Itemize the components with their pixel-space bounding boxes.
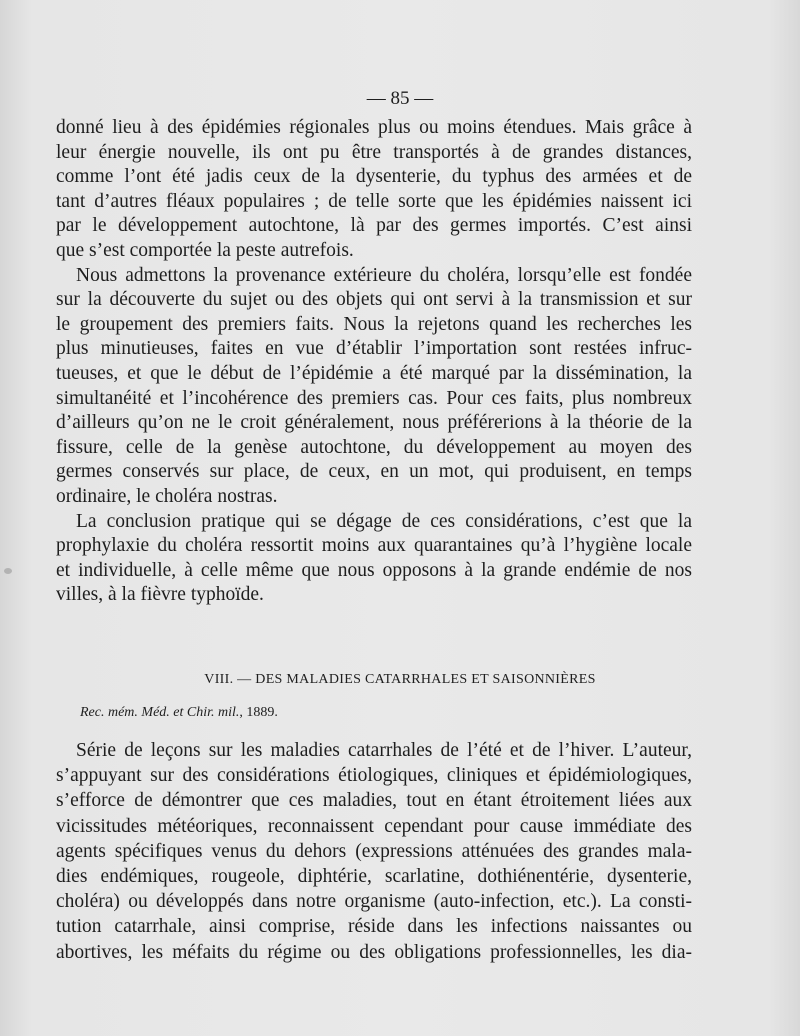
text-line: tution catarrhale, ainsi comprise, réside dans les infections naissantes ou — [56, 916, 692, 938]
paragraph — [56, 738, 692, 965]
text-line: simultanéité et l’incohérence des premiers cas. Pour ces faits, plus nombreux — [56, 387, 692, 409]
text-line: tant d’autres fléaux populaires ; de telle sorte que les épidémies naissent ici — [56, 190, 692, 212]
text-line: donné lieu à des épidémies régionales plus ou moins étendues. Mais grâce à — [56, 117, 692, 138]
text-line: germes conservés sur place, de ceux, en un mot, qui produisent, en temps — [56, 461, 692, 483]
paragraph — [56, 116, 692, 264]
citation-year: , 1889. — [239, 705, 278, 720]
body-text-top — [56, 116, 692, 608]
citation-source: Rec. mém. Méd. et Chir. mil. — [80, 705, 240, 720]
page-number: — 85 — — [366, 88, 434, 109]
text-line: choléra) ou développés dans notre organisme (auto-infection, etc.). La consti- — [56, 891, 692, 913]
text-line: que s’est comportée la peste autrefois. — [56, 239, 354, 261]
text-line: le groupement des premiers faits. Nous la rejetons quand les recherches les — [56, 313, 692, 335]
text-line: fissure, celle de la genèse autochtone, du développement au moyen des — [56, 436, 692, 458]
text-line: s’efforce de démontrer que ces maladies, tout en étant étroitement liées aux — [56, 790, 692, 812]
text-line: leur énergie nouvelle, ils ont pu être transportés à de grandes distances, — [56, 141, 692, 163]
text-line: La conclusion pratique qui se dégage de ces considérations, c’est que la — [76, 510, 692, 532]
text-line: ordinaire, le choléra nostras. — [56, 485, 278, 507]
text-line: sur la découverte du sujet ou des objets qui ont servi à la transmission et sur — [56, 289, 692, 311]
paragraph — [56, 264, 692, 510]
text-line: par le développement autochtone, là par des germes importés. C’est ainsi — [56, 215, 692, 237]
citation — [80, 705, 278, 721]
body-text-bottom — [56, 738, 692, 965]
text-line: abortives, les méfaits du régime ou des obligations professionnelles, les dia- — [56, 941, 692, 963]
section-heading: VIII. — DES MALADIES CATARRHALES ET SAISONNIÈRES — [204, 672, 596, 687]
text-line: Série de leçons sur les maladies catarrhales de l’été et de l’hiver. L’auteur, — [76, 740, 692, 761]
text-line: et individuelle, à celle même que nous opposons à la grande endémie de nos — [56, 559, 692, 581]
text-line: agents spécifiques venus du dehors (expressions atténuées des grandes mala- — [56, 840, 692, 862]
text-line: dies endémiques, rougeole, diphtérie, scarlatine, dothiénentérie, dysenterie, — [56, 865, 692, 887]
text-line: s’appuyant sur des considérations étiologiques, cliniques et épidémiologiques, — [56, 765, 692, 787]
text-line: Nous admettons la provenance extérieure du choléra, lorsqu’elle est fondée — [76, 264, 692, 286]
text-line: vicissitudes météoriques, reconnaissent cependant pour cause immédiate des — [56, 815, 692, 837]
text-line: tueuses, et que le début de l’épidémie a été marqué par la dissémination, la — [56, 362, 692, 384]
text-line: prophylaxie du choléra ressortit moins aux quarantaines qu’à l’hygiène locale — [56, 535, 692, 557]
text-line: villes, à la fièvre typhoïde. — [56, 584, 264, 606]
paragraph — [56, 510, 692, 608]
scan-smudge — [4, 568, 12, 574]
text-line: comme l’ont été jadis ceux de la dysenterie, du typhus des armées et de — [56, 166, 692, 188]
text-line: plus minutieuses, faites en vue d’établir l’importation sont restées infruc- — [56, 338, 692, 360]
text-line: d’ailleurs qu’on ne le croit généralement, nous préférerions à la théorie de la — [56, 412, 692, 434]
